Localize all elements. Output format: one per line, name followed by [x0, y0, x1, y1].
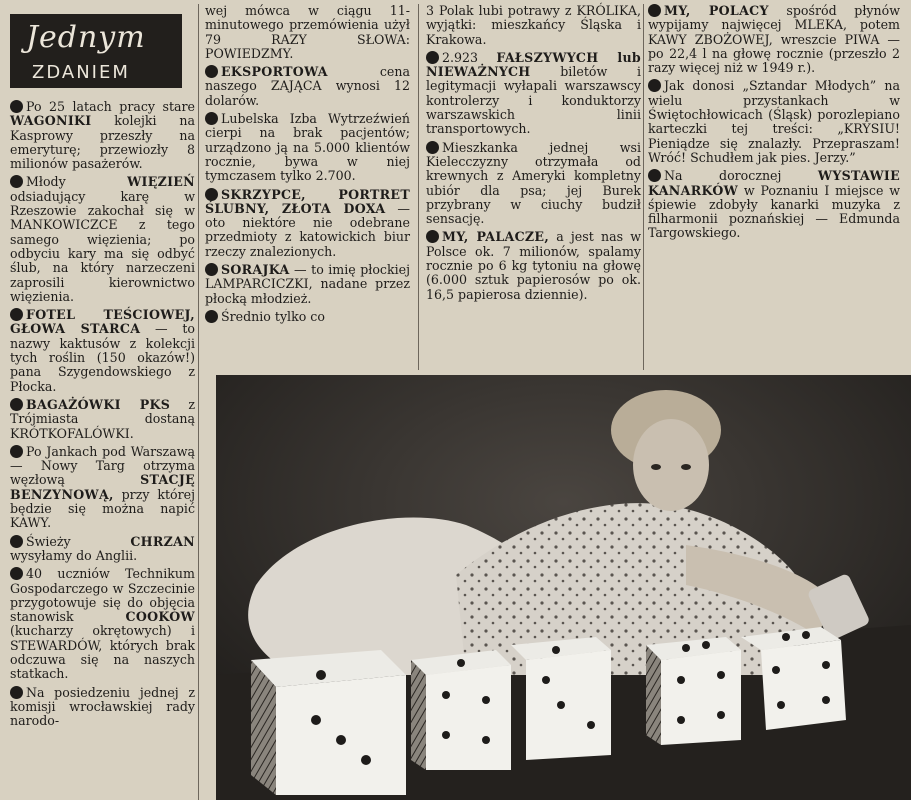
item-highlight: WIĘZIEŃ [127, 174, 195, 190]
header-subtitle: ZDANIEM [32, 62, 130, 83]
news-item [426, 4, 641, 47]
die [251, 650, 406, 795]
item-text: Na dorocznej [664, 168, 818, 184]
item-text: w Poznaniu I miejsce w śpiewie zdobyły kanarki muzyka z filharmonii poznańskiej — Edmunda Targowskiego. [648, 182, 900, 241]
item-highlight: MY, PALACZE, [442, 229, 550, 245]
bullet-icon [10, 567, 23, 580]
item-highlight: BAGAŻÓWKI PKS [26, 396, 171, 412]
item-highlight: FAŁSZYWYCH lub NIEWAŻNYCH [426, 49, 642, 80]
news-item [426, 230, 641, 301]
bullet-icon [205, 112, 218, 125]
item-highlight: EKSPORTOWA [221, 64, 328, 80]
item-highlight: CHRZAN [130, 533, 195, 549]
bullet-icon [205, 188, 218, 201]
bullet-icon [426, 141, 439, 154]
item-text: przy której będzie się można napić KAWY. [10, 486, 195, 531]
item-text: kolejki na Kasprowy przeszły na emeryturę; przewiozły 8 milionów pasażerów. [10, 113, 195, 172]
news-item [648, 79, 900, 165]
column-header [10, 14, 182, 88]
bullet-icon [10, 100, 23, 113]
news-item [648, 4, 900, 75]
item-highlight: WAGONIKI [10, 113, 92, 129]
item-highlight: MY, POLACY [664, 3, 769, 18]
news-item [205, 310, 410, 324]
bullet-icon [426, 51, 439, 64]
news-item [426, 141, 641, 227]
news-item [10, 535, 195, 564]
column-divider [418, 4, 419, 370]
item-text: wysyłamy do Anglii. [10, 547, 138, 563]
item-text: (kucharzy okrętowych) i STEWARDÓW, których brak odczuwa się na naszych statkach. [10, 623, 195, 682]
item-text: Na posiedzeniu jednej z komisji wrocławskiej rady narodo- [10, 684, 195, 729]
bullet-icon [10, 445, 23, 458]
bullet-icon [205, 310, 218, 323]
news-item [10, 686, 195, 729]
item-text: 3 Polak lubi potrawy z KRÓLIKA, wyjątki: mieszkańcy Śląska i Krakowa. [426, 3, 641, 47]
item-text: a jest nas w Polsce ok. 7 milionów, spalamy rocznie po 6 kg tytoniu na głowę (6.000 sztuk papierosów po ok. 16,5 papierosa dziennie). [426, 229, 642, 302]
column-divider [643, 4, 644, 370]
item-text: Mieszkanka jednej wsi Kielecczyzny otrzymała od krewnych z Ameryki kompletny ubiór dla psa; jej Burek przybrany w ciuchy budził sensację. [426, 139, 641, 227]
news-item [10, 567, 195, 681]
item-text: Po Jankach pod Warszawą — Nowy Targ otrzyma węzłową [10, 443, 195, 488]
photo-illustration [216, 375, 911, 800]
die [646, 637, 741, 745]
column-2 [205, 4, 410, 328]
news-item [205, 263, 410, 306]
item-highlight: FOTEL TEŚCIOWEJ, GŁOWA STARCA [10, 307, 195, 337]
item-text: Lubelska Izba Wytrzeźwień cierpi na brak pacjentów; urządzono ją na 5.000 klientów rocznie, bywa w niej tymczasem tylko 2.700. [205, 111, 410, 184]
bullet-icon [10, 175, 23, 188]
item-text: biletów i legitymacji wyłapali warszawscy kontrolerzy i konduktorzy warszawskich linii transportowych. [426, 64, 641, 137]
item-text: cena naszego ZAJĄCA wynosi 12 dolarów. [205, 64, 410, 108]
news-item [10, 175, 195, 304]
news-item [205, 65, 410, 108]
item-text: — to nazwy kaktusów z kolekcji tych roślin (150 okazów!) pana Szygendowskiego z Płocka. [10, 321, 195, 394]
news-item [205, 4, 410, 61]
item-text: wej mówca w ciągu 11-minutowego przemówienia użył 79 RAZY SŁOWA: POWIEDZMY. [205, 3, 410, 61]
die [511, 637, 611, 760]
item-text: 40 uczniów Technikum Gospodarczego w Szczecinie przygotowuje się do objęcia stanowisk [10, 566, 195, 625]
header-title: Jednym [26, 20, 146, 55]
column-1 [10, 100, 195, 732]
column-3 [426, 4, 641, 306]
item-highlight: COOKÓW [125, 609, 195, 625]
die [411, 650, 511, 770]
item-text: — to imię płockiej LAMPARCICZKI, nadane przez płocką młodzież. [205, 262, 410, 306]
news-item [10, 308, 195, 394]
item-highlight: SKRZYPCE, PORTRET ŚLUBNY, ZŁOTA DOXA [205, 186, 410, 216]
bullet-icon [205, 65, 218, 78]
bullet-icon [10, 535, 23, 548]
bullet-icon [10, 398, 23, 411]
item-highlight: WYSTAWIE KANARKÓW [648, 168, 900, 198]
item-text: odsiadujący karę w Rzeszowie zakochał się w MANKOWICZCE z tego samego więzienia; po odbyciu kary ma się odbyć ślub, na który narzeczeni zaprosili kierownictwo więzienia. [10, 188, 195, 304]
bullet-icon [10, 686, 23, 699]
bullet-icon [648, 4, 661, 17]
bullet-icon [426, 230, 439, 243]
item-text: Młody [26, 174, 128, 190]
woman-with-dice-photo [216, 375, 911, 800]
item-highlight: STACJĘ BENZYNOWĄ, [10, 472, 195, 502]
bullet-icon [205, 263, 218, 276]
news-item [426, 51, 641, 137]
news-item [205, 188, 410, 259]
bullet-icon [648, 79, 661, 92]
item-text: Świeży [26, 533, 131, 549]
item-text: Jak donosi „Sztandar Młodych” na wielu przystankach w Świętochłowicach (Śląsk) porozlepiano karteczki tej treści: „KRYSIU! Pieniądze się znalazły. Przepraszam! Wróć! Schudłem jak pies. Jerzy.” [648, 78, 900, 165]
item-text: z Trójmiasta dostaną KRÓTKOFALÓWKI. [10, 396, 195, 441]
item-text: — oto niektóre nie odebrane przedmioty z katowickich biur rzeczy znalezionych. [205, 200, 410, 259]
news-item [10, 100, 195, 171]
item-text: spośród płynów wypijamy najwięcej MLEKA, potem KAWY ZBOŻOWEJ, wreszcie PIWA — po 22,4 l na głowę rocznie (przeszło 2 razy więcej niż w 1949 r.). [648, 3, 900, 76]
news-item [205, 112, 410, 183]
item-text: 2.923 [442, 49, 497, 65]
bullet-icon [10, 308, 23, 321]
bullet-icon [648, 169, 661, 182]
news-item [648, 169, 900, 240]
column-4 [648, 4, 900, 245]
item-text: Średnio tylko co [221, 308, 325, 324]
news-item [10, 398, 195, 441]
news-item [10, 445, 195, 531]
column-divider [198, 4, 199, 800]
item-highlight: SORAJKA [221, 262, 290, 278]
item-text: Po 25 latach pracy stare [26, 99, 195, 114]
